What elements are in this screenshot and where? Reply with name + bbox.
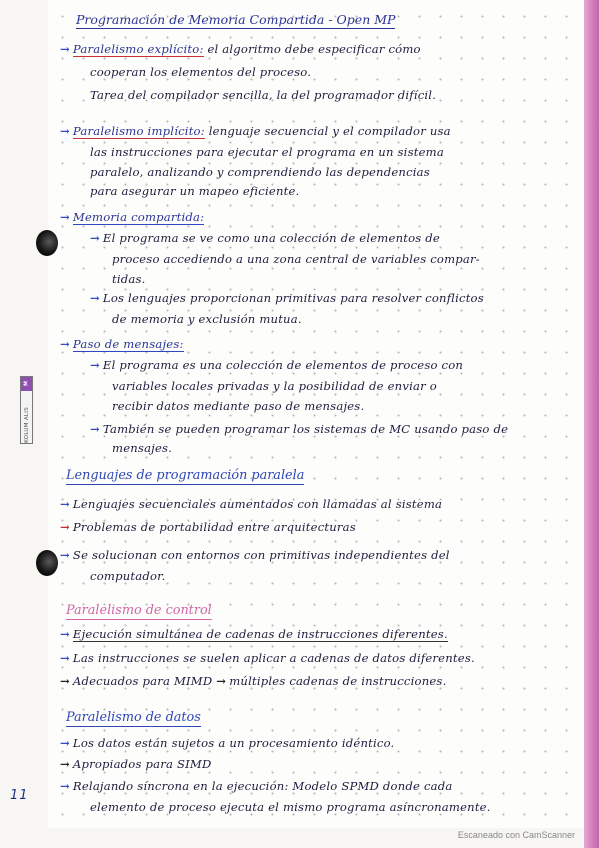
arrow-icon: → <box>60 779 70 793</box>
notebook-edge <box>584 0 599 848</box>
memory-a-text-3: tidas. <box>112 272 146 286</box>
arrow-icon: → <box>60 210 70 224</box>
arrow-icon: → <box>60 548 70 562</box>
implicit-text-4: para asegurar un mapeo eficiente. <box>90 184 300 198</box>
data-text-4: elemento de proceso ejecuta el mismo programa asíncronamente. <box>90 800 491 814</box>
arrow-icon: → <box>60 337 70 351</box>
control-heading: Paralelismo de control <box>66 603 212 618</box>
memory-b-text-2: de memoria y exclusión mutua. <box>112 312 302 326</box>
arrow-icon: → <box>60 736 70 750</box>
implicit-text-3: paralelo, analizando y comprendiendo las dependencias <box>90 165 430 179</box>
languages-line-3 <box>60 548 450 562</box>
data-line-1 <box>60 736 394 750</box>
control-line-2 <box>60 651 475 665</box>
brand-stamp-text: KOLUM ALIS <box>23 407 30 443</box>
arrow-icon: → <box>60 651 70 665</box>
data-line-3 <box>60 779 453 793</box>
arrow-icon: → <box>90 422 100 436</box>
arrow-icon: → <box>60 674 70 688</box>
messages-a-line-1 <box>90 358 463 372</box>
brand-logo-icon: M <box>21 377 32 391</box>
arrow-icon: → <box>60 627 70 641</box>
control-line-3 <box>60 674 446 688</box>
arrow-icon: → <box>216 674 227 688</box>
implicit-text-1: lenguaje secuencial y el compilador usa <box>208 124 451 138</box>
languages-text-3: Se solucionan con entornos con primitivas independientes del <box>72 548 450 562</box>
messages-b-text-2: mensajes. <box>112 441 173 455</box>
messages-a-text-2: variables locales privadas y la posibilidad de enviar o <box>112 379 437 393</box>
languages-heading: Lenguajes de programación paralela <box>66 468 305 483</box>
memory-a-line-1 <box>90 231 440 245</box>
page-number: 11 <box>10 788 29 803</box>
arrow-icon: → <box>60 520 70 534</box>
scanner-watermark: Escaneado con CamScanner <box>457 830 575 840</box>
arrow-icon: → <box>90 231 100 245</box>
implicit-line-1 <box>60 124 451 138</box>
explicit-line-1 <box>60 42 421 56</box>
implicit-text-2: las instrucciones para ejecutar el programa en un sistema <box>90 145 444 159</box>
languages-line-1 <box>60 497 442 511</box>
explicit-text-2: cooperan los elementos del proceso. <box>90 65 312 79</box>
arrow-icon: → <box>60 757 70 771</box>
control-line-1 <box>60 627 448 641</box>
messages-b-line-1 <box>90 422 508 436</box>
languages-line-2 <box>60 520 356 534</box>
languages-text-2: Problemas de portabilidad entre arquitecturas <box>72 520 356 534</box>
messages-a-text-1: El programa es una colección de elementos de proceso con <box>102 358 464 372</box>
arrow-icon: → <box>60 42 70 56</box>
explicit-label: Paralelismo explícito: <box>72 42 204 56</box>
memory-heading: Memoria compartida: <box>72 210 205 224</box>
brand-stamp <box>20 376 33 444</box>
binder-hole <box>36 550 58 576</box>
control-text-4: múltiples cadenas de instrucciones. <box>229 674 447 688</box>
messages-a-text-3: recibir datos mediante paso de mensajes. <box>112 399 365 413</box>
arrow-icon: → <box>90 291 100 305</box>
memory-a-text-1: El programa se ve como una colección de elementos de <box>102 231 440 245</box>
languages-text-1: Lenguajes secuenciales aumentados con llamadas al sistema <box>72 497 443 511</box>
languages-text-4: computador. <box>90 569 166 583</box>
memory-b-text-1: Los lenguajes proporcionan primitivas para resolver conflictos <box>102 291 484 305</box>
control-text-1: Ejecución simultánea de cadenas de instrucciones diferentes. <box>72 627 448 641</box>
messages-heading-line <box>60 337 184 351</box>
explicit-text-1: el algoritmo debe especificar cómo <box>207 42 421 56</box>
page-title: Programación de Memoria Compartida - Open MP <box>76 12 396 27</box>
messages-b-text-1: También se pueden programar los sistemas de MC usando paso de <box>102 422 509 436</box>
arrow-icon: → <box>60 497 70 511</box>
explicit-text-3: Tarea del compilador sencilla, la del programador difícil. <box>90 88 437 102</box>
messages-heading: Paso de mensajes: <box>72 337 184 351</box>
memory-a-text-2: proceso accediendo a una zona central de variables compar- <box>112 252 480 266</box>
control-text-2: Las instrucciones se suelen aplicar a cadenas de datos diferentes. <box>72 651 475 665</box>
arrow-icon: → <box>90 358 100 372</box>
data-line-2 <box>60 757 211 771</box>
memory-b-line-1 <box>90 291 484 305</box>
memory-heading-line <box>60 210 204 224</box>
data-text-3: Relajando síncrona en la ejecución: Modelo SPMD donde cada <box>72 779 453 793</box>
data-text-1: Los datos están sujetos a un procesamiento idéntico. <box>72 736 395 750</box>
data-heading: Paralelismo de datos <box>66 710 201 725</box>
control-text-3: Adecuados para MIMD <box>72 674 213 688</box>
binder-hole <box>36 230 58 256</box>
implicit-label: Paralelismo implícito: <box>72 124 205 138</box>
arrow-icon: → <box>60 124 70 138</box>
data-text-2: Apropiados para SIMD <box>72 757 212 771</box>
